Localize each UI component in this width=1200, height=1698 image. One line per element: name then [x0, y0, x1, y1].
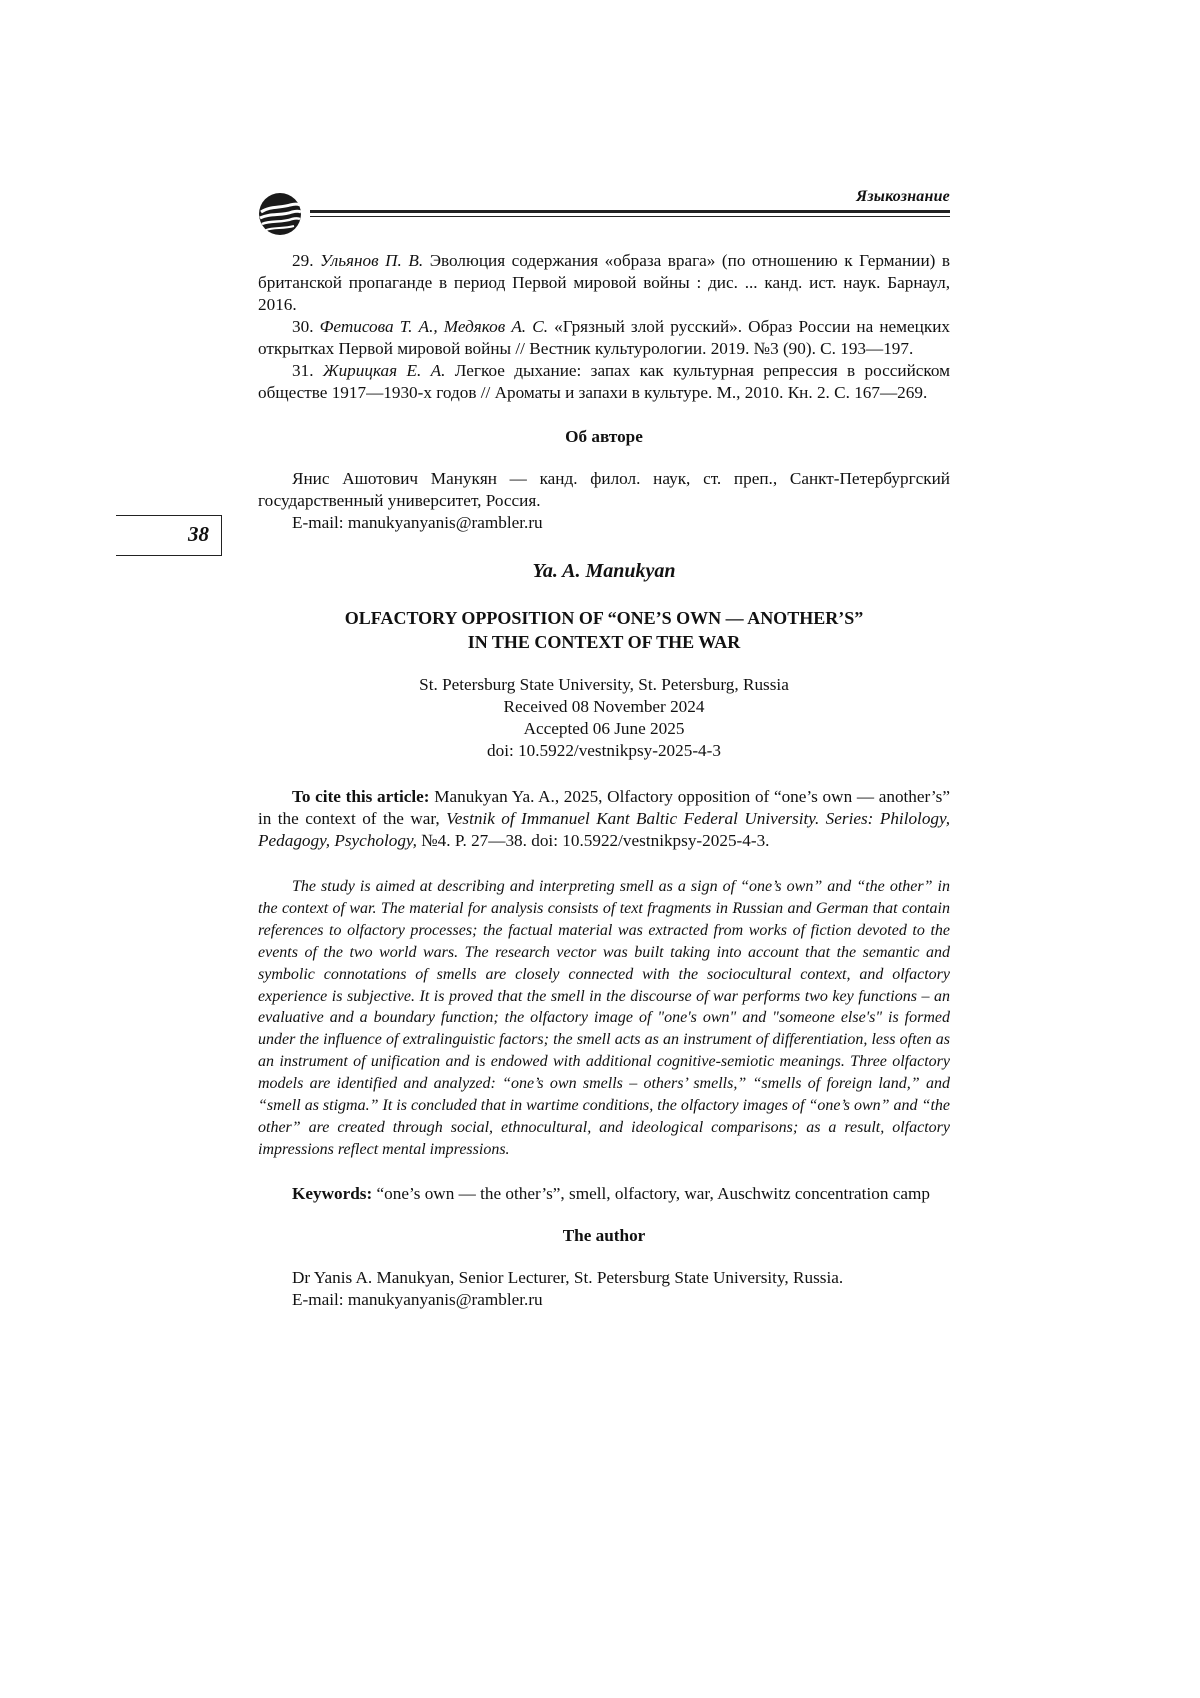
reference-item: 29. Ульянов П. В. Эволюция содержания «образа врага» (по отношению к Германии) в британской пропаганде в период Первой мировой войны : дис. ... канд. ист. наук. Барнаул, 2016. [258, 251, 951, 314]
author-bio-en: Dr Yanis A. Manukyan, Senior Lecturer, St. Petersburg State University, Russia. [292, 1267, 844, 1287]
affiliation: St. Petersburg State University, St. Petersburg, Russia [419, 675, 789, 694]
accepted-date: Accepted 06 June 2025 [523, 719, 685, 738]
abstract: The study is aimed at describing and interpreting smell as a sign of “one’s own” and “the other” in the context of war. The material for analysis consists of text fragments in Russian and German that contain references to olfactory processes; the factual material was extracted from works of fiction devoted to the events of the two world wars. The research vector was built taking into account that the semantic and symbolic connotations of smells are closely connected with the sociocultural context, and olfactory experience is subjective. It is proved that the smell in the discourse of war performs two key functions – an evaluative and a boundary function; the olfactory image of "one's own" and "someone else's" is formed under the influence of extralinguistic factors; the smell acts as an instrument of differentiation, less often as an instrument of unification and is endowed with additional cognitive-semiotic meanings. Three olfactory models are identified and analyzed: “one’s own smells – others’ smells,” “smells of foreign land,” and “smell as stigma.” It is concluded that in wartime conditions, the olfactory images of “one’s own” and “the other” are created through social, ethnocultural, and ideological comparisons; as a result, olfactory impressions reflect mental impressions. [258, 878, 950, 1158]
header-rule-thin [310, 216, 950, 217]
doi: doi: 10.5922/vestnikpsy-2025-4-3 [487, 741, 721, 760]
author-heading-en: The author [562, 1225, 646, 1245]
main-column [258, 250, 950, 1311]
keywords: Keywords: “one’s own — the other’s”, smell, olfactory, war, Auschwitz concentration camp [292, 1183, 930, 1203]
journal-logo-icon [256, 190, 304, 238]
author-bio-ru: Янис Ашотович Манукян — канд. филол. наук, ст. преп., Санкт-Петербургский государственный университет, Россия. [258, 469, 950, 510]
reference-item: 30. Фетисова Т. А., Медяков А. С. «Грязный злой русский». Образ России на немецких открытках Первой мировой войны // Вестник культурологии. 2019. №3 (90). С. 193—197. [258, 317, 951, 358]
section-title: Языкознание [856, 188, 950, 205]
reference-item: 31. Жирицкая Е. А. Легкое дыхание: запах как культурная репрессия в российском обществе 1917—1930-х годов // Ароматы и запахи в культуре. М., 2010. Кн. 2. С. 167—269. [258, 361, 951, 402]
author-email-en: E-mail: manukyanyanis@rambler.ru [292, 1289, 543, 1309]
author-name-en: Ya. A. Manukyan [532, 560, 676, 582]
citation: To cite this article: Manukyan Ya. A., 2025, Olfactory opposition of “one’s own — another’s” in the context of the war, Vestnik of Immanuel Kant Baltic Federal University. Series: Philology, Pedagogy, Psychology, №4. P. 27—38. doi: 10.5922/vestnikpsy-2025-4-3. [258, 787, 950, 850]
received-date: Received 08 November 2024 [503, 697, 705, 716]
about-author-heading: Об авторе [565, 427, 643, 446]
author-email-ru: E-mail: manukyanyanis@rambler.ru [292, 513, 543, 532]
header-rule [310, 210, 950, 213]
article-title-en: OLFACTORY OPPOSITION OF “ONE’S OWN — ANOTHER’S” IN THE CONTEXT OF THE WAR [344, 608, 864, 652]
page-number-box [116, 515, 222, 556]
page-number: 38 [188, 522, 209, 546]
